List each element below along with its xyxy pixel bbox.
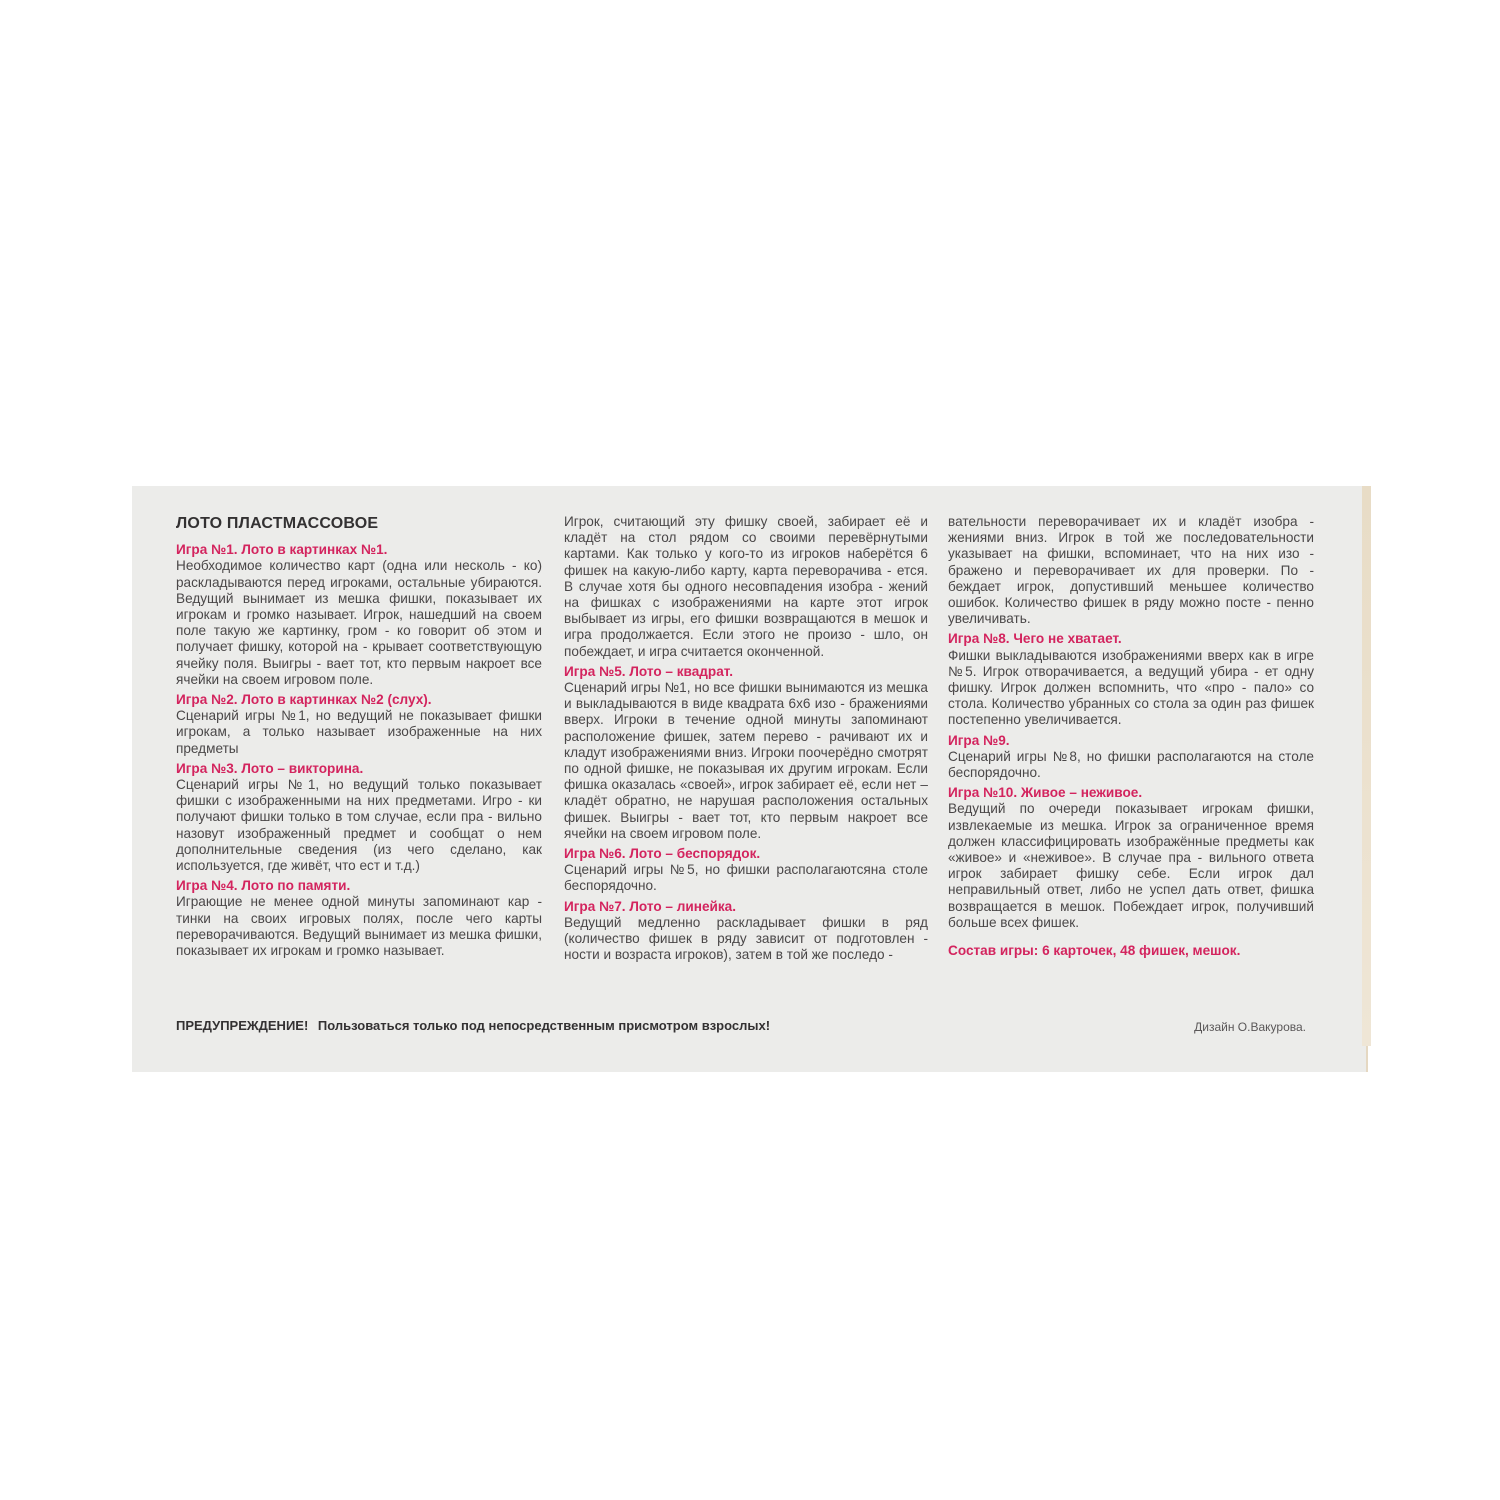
game-heading: Игра №8. Чего не хватает.: [948, 631, 1122, 647]
game-text: Сценарий игры №8, но фишки располагаются на столе беспорядочно.: [948, 748, 1314, 781]
game-text: Сценарий игры №1, но ведущий только показывает фишки с изображенными на них предметами. Игро - ки получают фишки только в том случае, если пра - вильно назовут изображенный предмет и сообщат о нем дополнительные сведения (из чего сделано, как используется, где живёт, что ест и т.д.): [176, 777, 542, 874]
game-text: Сценарий игры №1, но все фишки вынимаются из мешка и выкладываются в виде квадрата 6х6 изо - бражениями вверх. Игроки в течение одной минуты запоминают расположение фишек, затем перево - рачивают их и кладут изображениями вниз. Игроки поочерёдно смотрят по одной фишке, не показывая их другим игрокам. Если фишка оказалась «своей», игрок забирает её, если нет – кладёт обратно, не нарушая расположения остальных фишек. Выигры - вает тот, кто первым накроет все ячейки на своем игровом поле.: [564, 680, 928, 841]
game-heading: Игра №6. Лото – беспорядок.: [564, 846, 761, 862]
game-heading: Игра №4. Лото по памяти.: [176, 878, 351, 894]
game-section-continued: [564, 514, 928, 660]
game-text: Ведущий по очереди показывает игрокам фишки, извлекаемые из мешка. Игрок за ограниченное время должен классифицировать изображённые предметы как «живое» и «неживое». В случае пра - вильного ответа игрок забирает фишку себе. Если игрок дал неправильный ответ, либо не успел дать ответ, фишка возвращается в мешок. Побеждает игрок, получивший больше всех фишек.: [948, 801, 1314, 930]
game-text: Игрок, считающий эту фишку своей, забирает её и кладёт на стол рядом со своими перевёрнутыми картами. Как только у кого-то из игроков наберётся 6 фишек на какую-либо карту, карта переворачива - ется. В случае хотя бы одного несовпадения изобра - жений на фишках с изображениями на карте этот игрок выбывает из игры, его фишки возвращаются в мешок и игра продолжается. Если этого не произо - шло, он побеждает, и игра считается оконченной.: [564, 514, 928, 659]
game-text: вательности переворачивает их и кладёт изобра - жениями вниз. Игрок в той же последовательности указывает на фишки, вспоминает, что на них изо - бражено и переворачивает их для проверки. По - беждает игрок, допустивший меньшее количество ошибок. Количество фишек в ряду можно посте - пенно увеличивать.: [948, 514, 1314, 627]
game-section: [176, 542, 542, 688]
contents-note: Состав игры: 6 карточек, 48 фишек, мешок.: [948, 943, 1241, 959]
game-section: [176, 761, 542, 874]
warning-text: Пользоваться только под непосредственным присмотром взрослых!: [317, 1018, 771, 1033]
game-section: [176, 692, 542, 757]
game-heading: Игра №3. Лото – викторина.: [176, 760, 364, 776]
game-heading: Игра №7. Лото – линейка.: [564, 898, 736, 914]
game-text: Играющие не менее одной минуты запоминают кар - тинки на своих игровых полях, после чего карты переворачиваются. Ведущий вынимает из мешка фишки, показывает их игрокам и громко называет.: [176, 894, 542, 959]
instruction-card: [132, 486, 1368, 1072]
game-section-continued: [948, 514, 1314, 627]
warning-label: ПРЕДУПРЕЖДЕНИЕ!: [176, 1018, 309, 1033]
game-heading: Игра №1. Лото в картинках №1.: [176, 542, 388, 558]
game-text: Сценарий игры №1, но ведущий не показывает фишки игрокам, а только называет изображенные на них предметы: [176, 708, 542, 756]
column-3: [948, 514, 1314, 959]
game-text: Фишки выкладываются изображениями вверх как в игре №5. Игрок отворачивается, а ведущий убира - ет одну фишку. Игрок должен вспомнить, что «про - пало» со стола. Количество убранных со стола за один раз фишек постепенно увеличивается.: [948, 647, 1314, 728]
game-heading: Игра №10. Живое – неживое.: [948, 785, 1143, 801]
game-section: [948, 631, 1314, 728]
game-heading: Игра №9.: [948, 732, 1010, 748]
game-section: [176, 878, 542, 959]
game-heading: Игра №2. Лото в картинках №2 (слух).: [176, 692, 432, 708]
game-section: [564, 846, 928, 895]
warning-notice: [176, 1018, 770, 1033]
game-text: Сценарий игры №5, но фишки располагаютсяна столе беспорядочно.: [564, 862, 928, 894]
game-section: [948, 785, 1314, 931]
card-edge: [1362, 486, 1371, 1046]
game-text: Ведущий медленно раскладывает фишки в ряд (количество фишек в ряду зависит от подготовлен - ности и возраста игроков), затем в той же последо -: [564, 914, 928, 963]
game-heading: Игра №5. Лото – квадрат.: [564, 663, 734, 679]
game-text: Необходимое количество карт (одна или несколь - ко) раскладываются перед игроками, остальные убираются. Ведущий вынимает из мешка фишки, показывает их игрокам и громко называет. Игрок, нашедший на своем поле такую же картинку, гром - ко говорит об этом и получает фишку, которой на - крывает соответствующую ячейку поля. Выигры - вает тот, кто первым накроет все ячейки на своем игровом поле.: [176, 558, 542, 687]
column-1: [176, 516, 542, 963]
column-2: [564, 514, 928, 967]
designer-credit: Дизайн О.Вакурова.: [1194, 1020, 1306, 1034]
game-section: [948, 733, 1314, 782]
game-section: [564, 899, 928, 964]
page-title: ЛОТО ПЛАСТМАССОВОЕ: [176, 515, 379, 532]
game-section: [564, 664, 928, 842]
